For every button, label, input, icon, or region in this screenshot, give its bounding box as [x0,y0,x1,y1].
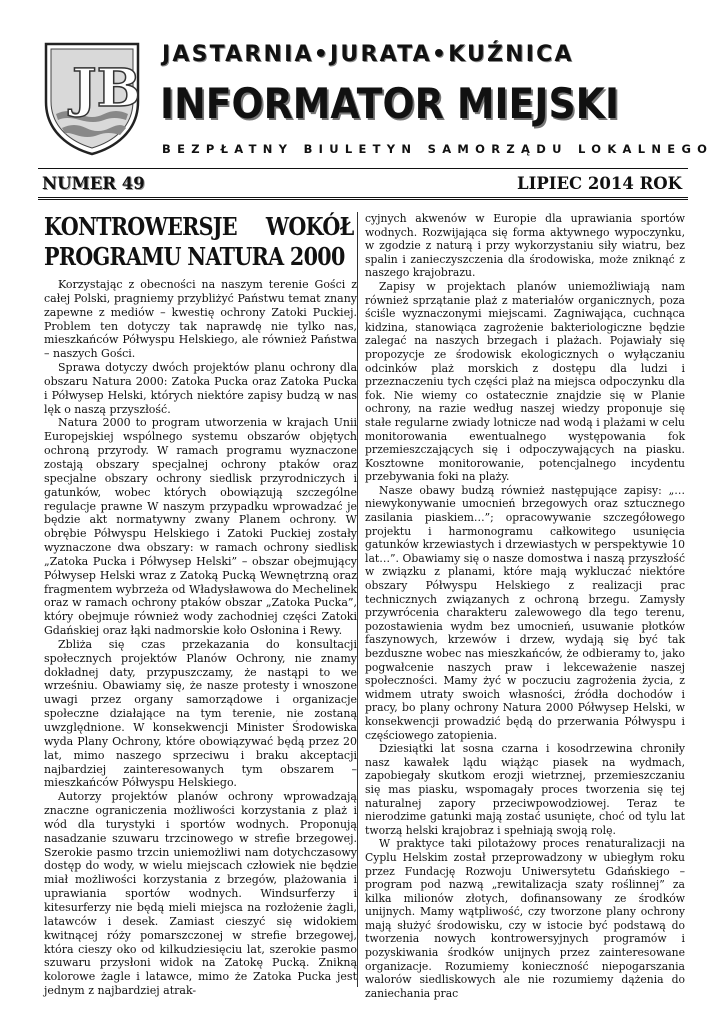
issue-date: LIPIEC 2014 ROK [517,174,682,193]
issue-number: NUMER 49 [42,174,145,193]
masthead [38,28,714,158]
crest-letters: JB [72,58,141,119]
article-paragraph: Zbliża się czas przekazania do konsultacji społecznych projektów Planów Ochrony, nie znamy dokładnej daty, przypuszczamy, że nastąpi to we wrześniu. Obawiamy się, że nasze protesty i wnoszone uwagi przez organy samorządowe i organizacje społeczne działające na tym terenie, nie zostaną uwzględnione. W konsekwencji Minister Środowiska wyda Plany Ochrony, które obowiązywać będą przez 20 lat, mimo naszego sprzeciwu i braku akceptacji najbardziej zainteresowanych tym obszarem – mieszkańców Półwyspu Helskiego. [44,637,357,790]
publication-title: INFORMATOR MIEJSKI [160,79,620,128]
publication-subtitle: BEZPŁATNY BIULETYN SAMORZĄDU LOKALNEGO [162,142,714,156]
article-paragraph: Nasze obawy budzą również następujące zapisy: „…niewykonywanie umocnień brzegowych oraz sztucznego zasilania piaskiem…”; opracowywanie szczegółowego projektu i harmonogramu całkowitego usunięcia gatunków krzewiastych i drzewiastych w perspektywie 10 lat…”. Obawiamy się o nasze domostwa i naszą przyszłość w związku z planami, które mają wykluczać niektóre obszary Półwyspu Helskiego z realizacji prac technicznych związanych z ochroną brzegu. Zamysły przywrócenia charakteru zalewowego dla tego terenu, pozostawienia wydm bez umocnień, usuwanie płotków faszynowych, krzewów i drzew, wydają się być tak bezduszne wobec nas mieszkańców, że odbieramy to, jako pogwałcenie naszych praw i lekceważenie naszej społeczności. Mamy żyć w poczuciu zagrożenia życia, z widmem utraty swoich własności, źródła dochodów i pracy, bo plany ochrony Natura 2000 Półwysep Helski, w konsekwencji prowadzić będą do przerwania Półwyspu i częściowego zatopienia. [365,483,685,742]
town-names: JASTARNIA•JURATA•KUŹNICA [162,42,574,67]
article-paragraph: W praktyce taki pilotażowy proces renaturalizacji na Cyplu Helskim został przeprowadzony w ubiegłym roku przez Fundację Rozwoju Uniwersytetu Gdańskiego – program pod nazwą „rewitalizacja szaty roślinnej” za kilka milionów złotych, dofinansowany ze środków unijnych. Mamy wątpliwość, czy tworzone plany ochrony mają służyć środowisku, czy w istocie być podstawą do tworzenia nowych kontrowersyjnych programów i pozyskiwania środków unijnych przez zainteresowane organizacje. Rozumiemy konieczność niepogarszania walorów siedliskowych ale nie rozumiemy dążenia do zaniechania prac [365,837,685,1000]
article-column-right [365,212,685,1000]
article-paragraph: Autorzy projektów planów ochrony wprowadzają znaczne ograniczenia możliwości korzystania z plaż i wód dla turystyki i sportów wodnych. Proponują nasadzanie szuwaru trzcinowego w strefie brzegowej. Szerokie pasmo trzcin uniemożliwi nam dotychczasowy dostęp do wody, w wielu miejscach człowiek nie będzie miał możliwości korzystania z brzegów, plażowania i uprawiania sportów wodnych. Windsurferzy i kitesurferzy nie będą mieli miejsca na rozłożenie żagli, latawców i desek. Zamiast cieszyć się widokiem kwitnącej róży pomarszczonej w strefie brzegowej, która cieszy oko od kilkudziesięciu lat, szerokie pasmo szuwaru przysłoni widok na Zatokę Pucką. Znikną kolorowe żagle i latawce, mimo że Zatoka Pucka jest jednym z najbardziej atrak- [44,790,357,998]
town-coat-of-arms-icon [42,40,142,156]
issue-bar [38,168,688,200]
column-divider [357,212,358,987]
article-headline: KONTROWERSJE WOKÓŁ PROGRAMU NATURA 2000 [44,212,354,271]
article-paragraph: Natura 2000 to program utworzenia w krajach Unii Europejskiej wspólnego systemu obszarów objętych ochroną przyrody. W ramach programu wyznaczone zostają obszary specjalnej ochrony ptaków oraz specjalne obszary ochrony siedlisk przyrodniczych i gatunków, wobec których obowiązują szczególne regulacje prawne W naszym przypadku wprowadzać je będzie akt normatywny zwany Planem ochrony. W obrębie Półwyspu Helskiego i Zatoki Puckiej zostały wyznaczone dwa obszary: w ramach ochrony siedlisk „Zatoka Pucka i Półwysep Helski” – obszar obejmujący Półwysep Helski wraz z Zatoką Pucką Wewnętrzną oraz fragmentem wybrzeża od Władysławowa do Mechelinek oraz w ramach ochrony ptaków obszar „Zatoka Pucka”, który obejmuje również wody zachodniej części Zatoki Gdańskiej oraz łąki nadmorskie koło Osłonina i Rewy. [44,416,358,638]
article-paragraph: Zapisy w projektach planów uniemożliwiają nam również sprzątanie plaż z materiałów organicznych, poza ściśle wyznaczonymi miejscami. Zagniwająca, cuchnąca kidzina, stanowiąca zagrożenie bakteriologiczne będzie zalegać na naszych brzegach i plażach. Pojawiały się propozycje ze środowisk ekologicznych o wyłączaniu odcinków plaż morskich z dostępu dla ludzi i przeznaczeniu tych części plaż na miejsca odpoczynku dla fok. Nie wiemy co ostatecznie znajdzie się w Planie ochrony, na razie według naszej wiedzy proponuje się stałe regularne zwiady lotnicze nad wodą i plażami w celu monitorowania ewentualnego występowania fok przemieszczających się i odpoczywających na piasku. Kosztowne monitorowanie, potencjalnego incydentu przebywania foki na plaży. [365,279,685,484]
article-paragraph: Sprawa dotyczy dwóch projektów planu ochrony dla obszaru Natura 2000: Zatoka Pucka oraz Zatoka Pucka i Półwysep Helski, których niektóre zapisy budzą w nas lęk o naszą przyszłość. [44,361,357,416]
article-paragraph: Dziesiątki lat sosna czarna i kosodrzewina chroniły nasz kawałek lądu wiążąc piasek na wydmach, zapobiegały skutkom erozji wietrznej, przemieszczaniu się mas piasku, wspomagały proces tworzenia się tej naturalnej zapory przeciwpowodziowej. Teraz te nierodzime gatunki mają zostać usunięte, choć od tylu lat tworzą helski krajobraz i spełniają swoją rolę. [365,742,685,837]
article-paragraph: Korzystając z obecności na naszym terenie Gości z całej Polski, pragniemy przybliżyć Państwu temat znany zapewne z mediów – kwestię ochrony Zatoki Puckiej. Problem ten dotyczy tak naprawdę nie tylko nas, mieszkańców Półwyspu Helskiego, ale również Państwa – naszych Gości. [44,278,357,361]
article-column-left [44,212,357,998]
article-paragraph: cyjnych akwenów w Europie dla uprawiania sportów wodnych. Rozwijająca się forma aktywnego wypoczynku, w zgodzie z naturą i przy wykorzystaniu siły wiatru, bez spalin i zanieczyszczenia dla środowiska, może zniknąć z naszego krajobrazu. [365,212,685,280]
